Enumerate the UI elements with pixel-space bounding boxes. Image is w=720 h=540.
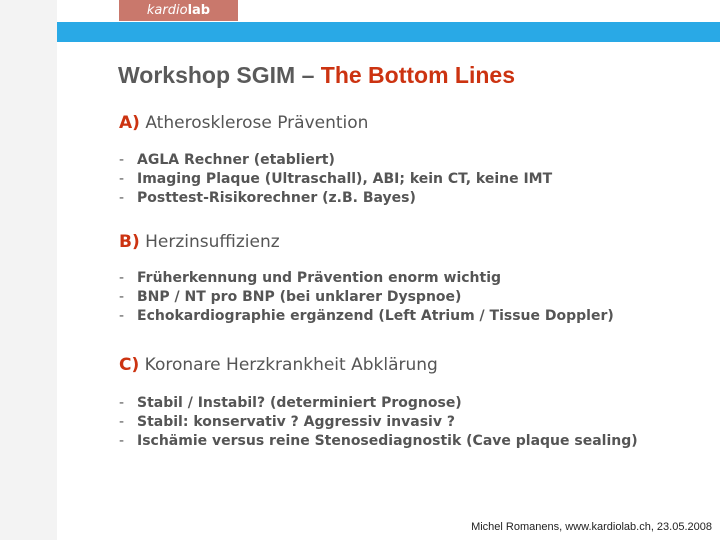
section-b-title: Herzinsuffizienz <box>145 232 280 252</box>
list-item: - Früherkennung und Prävention enorm wichtig <box>119 270 502 286</box>
section-c-title: Koronare Herzkrankheit Abklärung <box>144 355 438 375</box>
left-sidebar-band <box>0 0 57 540</box>
list-item: - BNP / NT pro BNP (bei unklarer Dyspnoe) <box>119 289 462 305</box>
list-item: - Stabil / Instabil? (determiniert Prognose) <box>119 395 462 411</box>
section-c-letter: C) <box>119 355 140 375</box>
section-b-letter: B) <box>119 232 140 252</box>
section-b-heading <box>119 232 280 252</box>
list-item-text: BNP / NT pro BNP (bei unklarer Dyspnoe) <box>137 289 462 305</box>
logo-text-light: kardio <box>146 3 188 18</box>
list-item: - Echokardiographie ergänzend (Left Atrium / Tissue Doppler) <box>119 308 614 324</box>
header-blue-band <box>57 22 720 42</box>
list-item: - AGLA Rechner (etabliert) <box>119 152 335 168</box>
section-c-heading <box>119 355 438 375</box>
section-a-title: Atherosklerose Prävention <box>145 113 369 133</box>
list-item-text: Imaging Plaque (Ultraschall), ABI; kein CT, keine IMT <box>137 171 553 187</box>
list-item-text: Echokardiographie ergänzend (Left Atrium / Tissue Doppler) <box>137 308 614 324</box>
section-b-list <box>119 269 614 326</box>
list-item: - Stabil: konservativ ? Aggressiv invasiv ? <box>119 414 455 430</box>
section-a-list <box>119 151 552 208</box>
section-a-heading <box>119 113 368 133</box>
list-item-text: Ischämie versus reine Stenosediagnostik (Cave plaque sealing) <box>137 433 638 449</box>
list-item-text: Stabil: konservativ ? Aggressiv invasiv ? <box>137 414 455 430</box>
list-item-text: AGLA Rechner (etabliert) <box>137 152 335 168</box>
list-item-text: Stabil / Instabil? (determiniert Prognose) <box>137 395 462 411</box>
section-a-letter: A) <box>119 113 140 133</box>
section-c-list <box>119 394 638 451</box>
list-item: - Imaging Plaque (Ultraschall), ABI; kein CT, keine IMT <box>119 171 553 187</box>
title-main: Workshop SGIM – <box>118 62 321 88</box>
list-item: - Ischämie versus reine Stenosediagnostik (Cave plaque sealing) <box>119 433 638 449</box>
list-item-text: Früherkennung und Prävention enorm wichtig <box>137 270 502 286</box>
list-item: - Posttest-Risikorechner (z.B. Bayes) <box>119 190 416 206</box>
logo-text-bold: lab <box>187 3 211 18</box>
list-item-text: Posttest-Risikorechner (z.B. Bayes) <box>137 190 416 206</box>
slide-title <box>118 62 515 89</box>
footer-credit: Michel Romanens, www.kardiolab.ch, 23.05.2008 <box>471 521 712 533</box>
kardiolab-logo <box>119 0 238 21</box>
title-accent: The Bottom Lines <box>320 62 516 88</box>
